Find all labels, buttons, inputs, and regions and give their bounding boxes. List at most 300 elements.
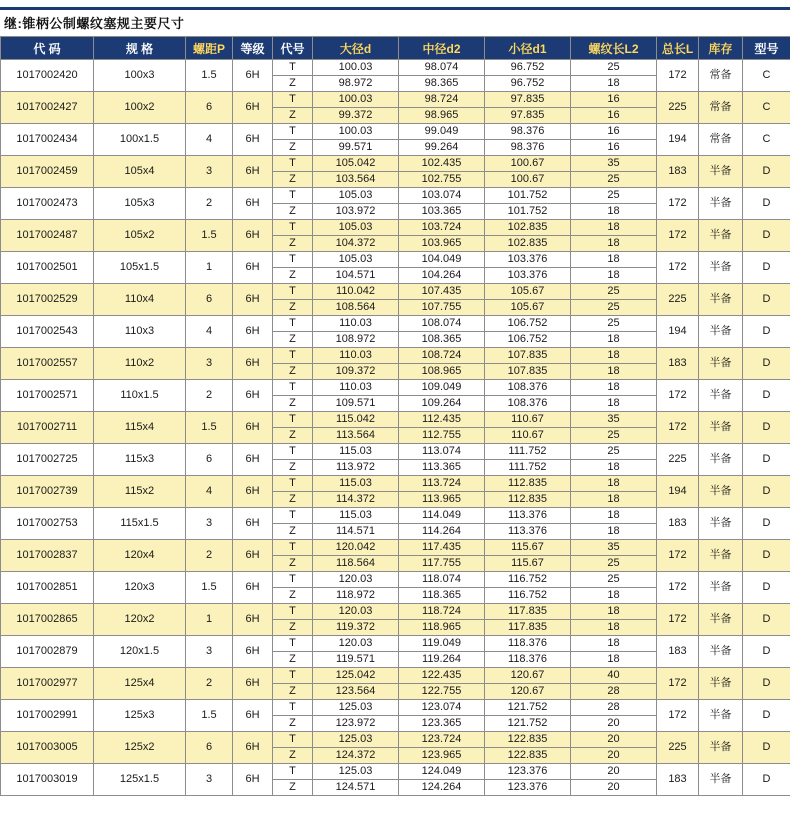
cell-code: 1017002753 [1, 508, 94, 540]
cell-pitch-dia: 98.365 [399, 76, 485, 92]
cell-designation: Z [273, 268, 313, 284]
cell-pitch-dia: 124.049 [399, 764, 485, 780]
cell-major-dia: 125.03 [313, 732, 399, 748]
cell-major-dia: 109.372 [313, 364, 399, 380]
cell-pitch-dia: 103.965 [399, 236, 485, 252]
cell-thread-length: 18 [571, 508, 657, 524]
cell-thread-length: 18 [571, 332, 657, 348]
cell-minor-dia: 102.835 [485, 236, 571, 252]
cell-stock: 半备 [699, 316, 743, 348]
cell-spec: 100x3 [94, 60, 186, 92]
cell-model: D [743, 220, 790, 252]
cell-major-dia: 124.372 [313, 748, 399, 764]
cell-minor-dia: 102.835 [485, 220, 571, 236]
cell-designation: Z [273, 620, 313, 636]
cell-designation: T [273, 124, 313, 140]
cell-minor-dia: 121.752 [485, 716, 571, 732]
cell-minor-dia: 111.752 [485, 444, 571, 460]
cell-designation: Z [273, 364, 313, 380]
cell-pitch-dia: 103.074 [399, 188, 485, 204]
cell-stock: 半备 [699, 636, 743, 668]
cell-major-dia: 125.042 [313, 668, 399, 684]
cell-stock: 半备 [699, 700, 743, 732]
cell-thread-length: 20 [571, 764, 657, 780]
cell-minor-dia: 96.752 [485, 76, 571, 92]
cell-code: 1017002529 [1, 284, 94, 316]
cell-designation: T [273, 444, 313, 460]
cell-major-dia: 120.03 [313, 604, 399, 620]
cell-pitch-dia: 104.049 [399, 252, 485, 268]
cell-major-dia: 105.03 [313, 252, 399, 268]
cell-thread-length: 20 [571, 716, 657, 732]
cell-major-dia: 100.03 [313, 124, 399, 140]
cell-minor-dia: 120.67 [485, 668, 571, 684]
catalog-page [0, 7, 790, 796]
cell-minor-dia: 117.835 [485, 620, 571, 636]
cell-minor-dia: 97.835 [485, 92, 571, 108]
gauge-row-1017002501-T [1, 252, 790, 268]
cell-major-dia: 120.042 [313, 540, 399, 556]
cell-thread-length: 16 [571, 108, 657, 124]
cell-total-length: 183 [657, 636, 699, 668]
gauge-row-1017003019-T [1, 764, 790, 780]
cell-pitch: 3 [186, 764, 233, 796]
cell-code: 1017002837 [1, 540, 94, 572]
cell-major-dia: 120.03 [313, 636, 399, 652]
cell-minor-dia: 121.752 [485, 700, 571, 716]
cell-thread-length: 25 [571, 172, 657, 188]
cell-minor-dia: 106.752 [485, 316, 571, 332]
cell-designation: T [273, 732, 313, 748]
gauge-row-1017002487-T [1, 220, 790, 236]
cell-designation: Z [273, 684, 313, 700]
gauge-row-1017002725-T [1, 444, 790, 460]
cell-model: D [743, 668, 790, 700]
cell-pitch: 6 [186, 444, 233, 476]
cell-minor-dia: 110.67 [485, 428, 571, 444]
cell-model: D [743, 380, 790, 412]
cell-total-length: 172 [657, 60, 699, 92]
cell-minor-dia: 108.376 [485, 380, 571, 396]
cell-stock: 半备 [699, 380, 743, 412]
cell-designation: T [273, 540, 313, 556]
cell-spec: 125x4 [94, 668, 186, 700]
col-header-pitch-dia: 中径d2 [399, 37, 485, 60]
cell-pitch: 1.5 [186, 700, 233, 732]
cell-designation: Z [273, 460, 313, 476]
cell-pitch-dia: 122.435 [399, 668, 485, 684]
cell-grade: 6H [233, 732, 273, 764]
cell-total-length: 172 [657, 188, 699, 220]
cell-spec: 100x2 [94, 92, 186, 124]
cell-pitch-dia: 109.264 [399, 396, 485, 412]
gauge-row-1017003005-T [1, 732, 790, 748]
cell-designation: T [273, 156, 313, 172]
cell-code: 1017002543 [1, 316, 94, 348]
cell-stock: 半备 [699, 540, 743, 572]
cell-code: 1017002557 [1, 348, 94, 380]
cell-spec: 115x4 [94, 412, 186, 444]
cell-minor-dia: 113.376 [485, 508, 571, 524]
cell-total-length: 194 [657, 476, 699, 508]
cell-thread-length: 35 [571, 412, 657, 428]
cell-minor-dia: 122.835 [485, 732, 571, 748]
gauge-row-1017002543-T [1, 316, 790, 332]
col-header-designation: 代号 [273, 37, 313, 60]
cell-spec: 125x3 [94, 700, 186, 732]
cell-major-dia: 115.03 [313, 508, 399, 524]
cell-minor-dia: 100.67 [485, 156, 571, 172]
cell-spec: 110x1.5 [94, 380, 186, 412]
cell-grade: 6H [233, 348, 273, 380]
cell-spec: 120x2 [94, 604, 186, 636]
cell-pitch-dia: 113.365 [399, 460, 485, 476]
cell-minor-dia: 101.752 [485, 188, 571, 204]
cell-major-dia: 119.571 [313, 652, 399, 668]
cell-thread-length: 25 [571, 316, 657, 332]
cell-thread-length: 18 [571, 604, 657, 620]
cell-major-dia: 110.042 [313, 284, 399, 300]
cell-grade: 6H [233, 572, 273, 604]
cell-grade: 6H [233, 252, 273, 284]
cell-code: 1017002571 [1, 380, 94, 412]
cell-stock: 半备 [699, 412, 743, 444]
cell-pitch-dia: 113.965 [399, 492, 485, 508]
cell-thread-length: 25 [571, 188, 657, 204]
cell-major-dia: 99.372 [313, 108, 399, 124]
gauge-row-1017002977-T [1, 668, 790, 684]
cell-designation: T [273, 284, 313, 300]
cell-model: D [743, 444, 790, 476]
cell-pitch-dia: 99.264 [399, 140, 485, 156]
cell-thread-length: 35 [571, 156, 657, 172]
cell-model: D [743, 348, 790, 380]
cell-minor-dia: 106.752 [485, 332, 571, 348]
cell-designation: T [273, 380, 313, 396]
cell-major-dia: 109.571 [313, 396, 399, 412]
cell-model: D [743, 412, 790, 444]
cell-total-length: 225 [657, 284, 699, 316]
cell-minor-dia: 105.67 [485, 300, 571, 316]
cell-designation: T [273, 668, 313, 684]
cell-pitch-dia: 119.049 [399, 636, 485, 652]
cell-pitch-dia: 109.049 [399, 380, 485, 396]
cell-code: 1017003019 [1, 764, 94, 796]
cell-thread-length: 20 [571, 732, 657, 748]
cell-spec: 120x4 [94, 540, 186, 572]
cell-grade: 6H [233, 220, 273, 252]
cell-thread-length: 18 [571, 364, 657, 380]
page-title: 继:锥柄公制螺纹塞规主要尺寸 [4, 16, 185, 31]
cell-stock: 半备 [699, 284, 743, 316]
col-header-total-length: 总长L [657, 37, 699, 60]
cell-pitch-dia: 108.724 [399, 348, 485, 364]
cell-grade: 6H [233, 604, 273, 636]
cell-designation: T [273, 316, 313, 332]
cell-pitch-dia: 112.435 [399, 412, 485, 428]
cell-pitch-dia: 123.724 [399, 732, 485, 748]
col-header-spec: 规 格 [94, 37, 186, 60]
cell-pitch-dia: 117.435 [399, 540, 485, 556]
cell-major-dia: 120.03 [313, 572, 399, 588]
cell-grade: 6H [233, 188, 273, 220]
cell-thread-length: 16 [571, 124, 657, 140]
cell-code: 1017002420 [1, 60, 94, 92]
header-row [1, 37, 790, 60]
cell-pitch: 3 [186, 636, 233, 668]
table-body [1, 60, 790, 796]
gauge-row-1017002879-T [1, 636, 790, 652]
cell-pitch: 2 [186, 188, 233, 220]
cell-designation: T [273, 348, 313, 364]
cell-model: D [743, 316, 790, 348]
cell-major-dia: 104.372 [313, 236, 399, 252]
cell-code: 1017002711 [1, 412, 94, 444]
cell-minor-dia: 115.67 [485, 540, 571, 556]
cell-grade: 6H [233, 380, 273, 412]
cell-pitch-dia: 118.074 [399, 572, 485, 588]
cell-designation: Z [273, 588, 313, 604]
cell-major-dia: 114.571 [313, 524, 399, 540]
cell-pitch: 1.5 [186, 572, 233, 604]
cell-pitch: 1 [186, 604, 233, 636]
cell-code: 1017002427 [1, 92, 94, 124]
cell-minor-dia: 103.376 [485, 252, 571, 268]
cell-total-length: 172 [657, 604, 699, 636]
cell-model: D [743, 188, 790, 220]
cell-total-length: 172 [657, 412, 699, 444]
cell-total-length: 194 [657, 316, 699, 348]
cell-pitch: 1.5 [186, 412, 233, 444]
cell-pitch-dia: 108.074 [399, 316, 485, 332]
cell-model: C [743, 60, 790, 92]
cell-major-dia: 108.564 [313, 300, 399, 316]
cell-pitch: 3 [186, 348, 233, 380]
cell-thread-length: 18 [571, 636, 657, 652]
cell-pitch-dia: 103.724 [399, 220, 485, 236]
cell-minor-dia: 122.835 [485, 748, 571, 764]
gauge-row-1017002473-T [1, 188, 790, 204]
cell-grade: 6H [233, 412, 273, 444]
cell-thread-length: 20 [571, 780, 657, 796]
cell-pitch-dia: 103.365 [399, 204, 485, 220]
cell-designation: Z [273, 108, 313, 124]
cell-designation: Z [273, 556, 313, 572]
cell-grade: 6H [233, 700, 273, 732]
cell-model: C [743, 124, 790, 156]
cell-pitch-dia: 118.365 [399, 588, 485, 604]
cell-designation: Z [273, 204, 313, 220]
gauge-row-1017002837-T [1, 540, 790, 556]
cell-pitch: 3 [186, 156, 233, 188]
gauge-row-1017002711-T [1, 412, 790, 428]
cell-grade: 6H [233, 156, 273, 188]
cell-grade: 6H [233, 444, 273, 476]
cell-stock: 常备 [699, 92, 743, 124]
cell-grade: 6H [233, 668, 273, 700]
cell-major-dia: 103.972 [313, 204, 399, 220]
cell-thread-length: 25 [571, 444, 657, 460]
cell-minor-dia: 110.67 [485, 412, 571, 428]
cell-thread-length: 25 [571, 60, 657, 76]
cell-designation: T [273, 476, 313, 492]
cell-minor-dia: 108.376 [485, 396, 571, 412]
cell-pitch-dia: 123.965 [399, 748, 485, 764]
cell-total-length: 183 [657, 348, 699, 380]
cell-spec: 125x2 [94, 732, 186, 764]
cell-stock: 半备 [699, 572, 743, 604]
cell-code: 1017002879 [1, 636, 94, 668]
cell-pitch-dia: 118.965 [399, 620, 485, 636]
gauge-row-1017002557-T [1, 348, 790, 364]
cell-minor-dia: 98.376 [485, 140, 571, 156]
cell-major-dia: 125.03 [313, 700, 399, 716]
cell-minor-dia: 120.67 [485, 684, 571, 700]
cell-pitch-dia: 118.724 [399, 604, 485, 620]
cell-thread-length: 18 [571, 588, 657, 604]
cell-major-dia: 118.972 [313, 588, 399, 604]
cell-spec: 105x2 [94, 220, 186, 252]
cell-pitch: 3 [186, 508, 233, 540]
cell-minor-dia: 118.376 [485, 636, 571, 652]
cell-designation: T [273, 508, 313, 524]
cell-minor-dia: 97.835 [485, 108, 571, 124]
cell-designation: T [273, 604, 313, 620]
cell-thread-length: 16 [571, 92, 657, 108]
cell-code: 1017002725 [1, 444, 94, 476]
cell-stock: 半备 [699, 508, 743, 540]
cell-thread-length: 18 [571, 220, 657, 236]
cell-minor-dia: 96.752 [485, 60, 571, 76]
cell-model: D [743, 572, 790, 604]
cell-total-length: 225 [657, 92, 699, 124]
cell-major-dia: 113.564 [313, 428, 399, 444]
cell-pitch-dia: 124.264 [399, 780, 485, 796]
cell-stock: 常备 [699, 60, 743, 92]
cell-code: 1017002487 [1, 220, 94, 252]
col-header-code: 代 码 [1, 37, 94, 60]
cell-major-dia: 98.972 [313, 76, 399, 92]
cell-pitch-dia: 113.074 [399, 444, 485, 460]
col-header-major-dia: 大径d [313, 37, 399, 60]
cell-major-dia: 110.03 [313, 380, 399, 396]
cell-pitch-dia: 114.264 [399, 524, 485, 540]
cell-model: D [743, 252, 790, 284]
cell-stock: 半备 [699, 348, 743, 380]
cell-spec: 125x1.5 [94, 764, 186, 796]
cell-designation: T [273, 188, 313, 204]
cell-pitch-dia: 99.049 [399, 124, 485, 140]
cell-designation: T [273, 252, 313, 268]
col-header-model: 型号 [743, 37, 790, 60]
cell-total-length: 172 [657, 540, 699, 572]
cell-pitch-dia: 123.074 [399, 700, 485, 716]
cell-spec: 110x4 [94, 284, 186, 316]
cell-designation: T [273, 220, 313, 236]
cell-model: D [743, 476, 790, 508]
cell-grade: 6H [233, 92, 273, 124]
cell-pitch-dia: 123.365 [399, 716, 485, 732]
cell-stock: 半备 [699, 444, 743, 476]
cell-designation: T [273, 60, 313, 76]
cell-grade: 6H [233, 636, 273, 668]
cell-pitch-dia: 107.435 [399, 284, 485, 300]
cell-designation: Z [273, 716, 313, 732]
cell-thread-length: 18 [571, 204, 657, 220]
cell-major-dia: 123.564 [313, 684, 399, 700]
cell-thread-length: 35 [571, 540, 657, 556]
gauge-row-1017002427-T [1, 92, 790, 108]
cell-code: 1017002459 [1, 156, 94, 188]
cell-code: 1017002851 [1, 572, 94, 604]
cell-spec: 120x3 [94, 572, 186, 604]
cell-pitch-dia: 119.264 [399, 652, 485, 668]
cell-grade: 6H [233, 284, 273, 316]
cell-pitch-dia: 102.435 [399, 156, 485, 172]
cell-major-dia: 115.03 [313, 476, 399, 492]
cell-pitch-dia: 107.755 [399, 300, 485, 316]
cell-grade: 6H [233, 508, 273, 540]
cell-spec: 120x1.5 [94, 636, 186, 668]
cell-thread-length: 25 [571, 428, 657, 444]
cell-thread-length: 18 [571, 524, 657, 540]
cell-major-dia: 108.972 [313, 332, 399, 348]
cell-model: C [743, 92, 790, 124]
cell-model: D [743, 732, 790, 764]
cell-total-length: 225 [657, 444, 699, 476]
cell-thread-length: 25 [571, 572, 657, 588]
cell-thread-length: 18 [571, 396, 657, 412]
cell-major-dia: 118.564 [313, 556, 399, 572]
cell-pitch-dia: 108.965 [399, 364, 485, 380]
cell-spec: 105x3 [94, 188, 186, 220]
cell-major-dia: 105.03 [313, 220, 399, 236]
cell-pitch-dia: 104.264 [399, 268, 485, 284]
cell-designation: Z [273, 428, 313, 444]
cell-thread-length: 25 [571, 284, 657, 300]
cell-designation: Z [273, 492, 313, 508]
thread-gauge-table [0, 36, 790, 796]
gauge-row-1017002571-T [1, 380, 790, 396]
cell-stock: 半备 [699, 156, 743, 188]
cell-stock: 半备 [699, 604, 743, 636]
cell-total-length: 183 [657, 156, 699, 188]
cell-minor-dia: 112.835 [485, 492, 571, 508]
cell-pitch-dia: 112.755 [399, 428, 485, 444]
cell-code: 1017002991 [1, 700, 94, 732]
cell-minor-dia: 112.835 [485, 476, 571, 492]
cell-grade: 6H [233, 540, 273, 572]
cell-designation: T [273, 700, 313, 716]
cell-total-length: 172 [657, 572, 699, 604]
gauge-row-1017002865-T [1, 604, 790, 620]
cell-pitch: 4 [186, 476, 233, 508]
cell-spec: 110x3 [94, 316, 186, 348]
cell-total-length: 172 [657, 668, 699, 700]
cell-designation: Z [273, 172, 313, 188]
cell-designation: T [273, 764, 313, 780]
cell-thread-length: 18 [571, 620, 657, 636]
cell-minor-dia: 103.376 [485, 268, 571, 284]
cell-stock: 半备 [699, 188, 743, 220]
cell-pitch: 1 [186, 252, 233, 284]
cell-pitch-dia: 122.755 [399, 684, 485, 700]
cell-major-dia: 99.571 [313, 140, 399, 156]
cell-pitch: 2 [186, 540, 233, 572]
cell-pitch: 2 [186, 380, 233, 412]
cell-designation: Z [273, 76, 313, 92]
cell-grade: 6H [233, 764, 273, 796]
